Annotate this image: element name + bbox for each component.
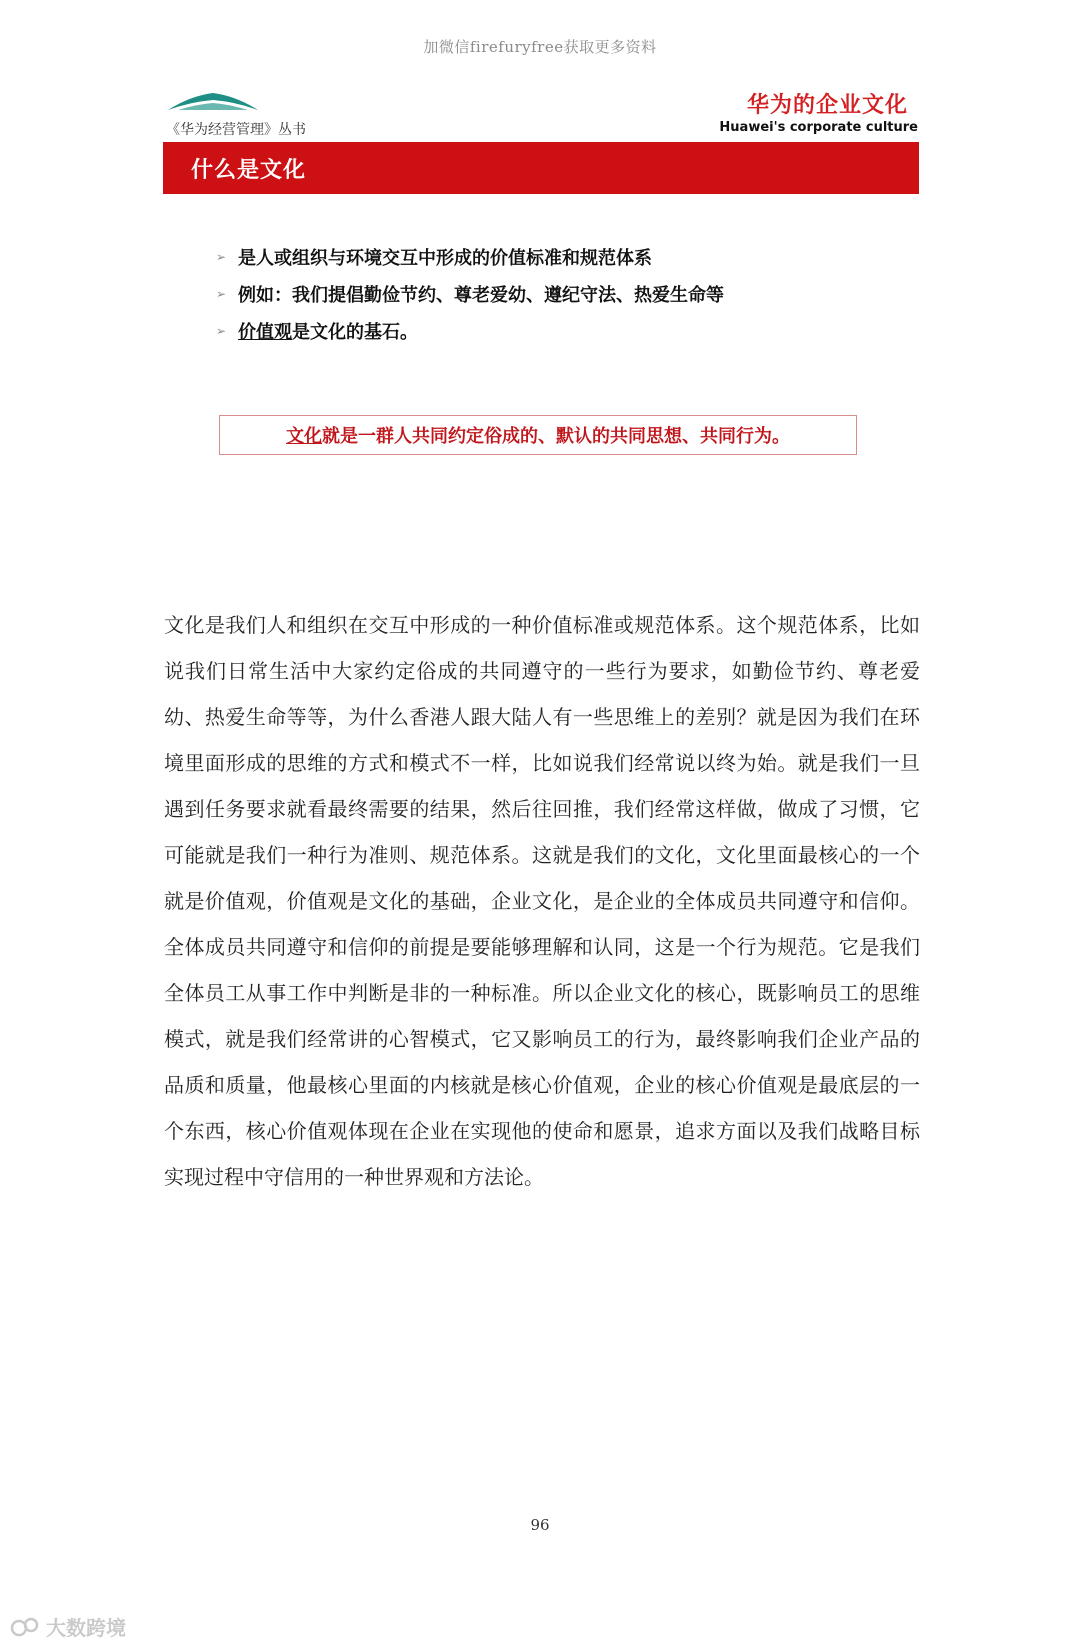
page-number: 96	[530, 1516, 550, 1534]
callout-text: 就是一群人共同约定俗成的、默认的共同思想、共同行为。	[322, 426, 790, 447]
chevron-right-icon: ➢	[216, 249, 227, 264]
bullet-list	[216, 238, 724, 349]
bullet-text: 例如：我们提倡勤俭节约、尊老爱幼、遵纪守法、热爱生命等	[238, 284, 724, 306]
watermark-text: 大数跨境	[46, 1616, 126, 1640]
section-header-bar	[163, 142, 919, 194]
bullet-underlined-term: 价值观	[238, 321, 292, 343]
top-note: 加微信firefuryfree获取更多资料	[423, 38, 657, 56]
bullet-item	[216, 275, 724, 312]
section-title: 什么是文化	[191, 158, 307, 183]
bullet-text: 是文化的基石。	[292, 321, 418, 343]
brand-subtitle: Huawei's corporate culture	[719, 120, 918, 135]
chevron-right-icon: ➢	[216, 323, 227, 338]
watermark	[10, 1612, 126, 1641]
definition-callout	[219, 415, 857, 455]
series-label: 《华为经营管理》丛书	[166, 122, 306, 138]
bullet-text: 是人或组织与环境交互中形成的价值标准和规范体系	[238, 247, 652, 269]
bullet-item	[216, 238, 724, 275]
bullet-item	[216, 312, 724, 349]
body-paragraph: 文化是我们人和组织在交互中形成的一种价值标准或规范体系。这个规范体系，比如说我们日常生活中大家约定俗成的共同遵守的一些行为要求，如勤俭节约、尊老爱幼、热爱生命等等，为什么香港人跟大陆人有一些思维上的差别？就是因为我们在环境里面形成的思维的方式和模式不一样，比如说我们经常说以终为始。就是我们一旦遇到任务要求就看最终需要的结果，然后往回推，我们经常这样做，做成了习惯，它可能就是我们一种行为准则、规范体系。这就是我们的文化，文化里面最核心的一个就是价值观，价值观是文化的基础，企业文化，是企业的全体成员共同遵守和信仰。全体成员共同遵守和信仰的前提是要能够理解和认同，这是一个行为规范。它是我们全体员工从事工作中判断是非的一种标准。所以企业文化的核心，既影响员工的思维模式，就是我们经常讲的心智模式，它又影响员工的行为，最终影响我们企业产品的品质和质量，他最核心里面的内核就是核心价值观，企业的核心价值观是最底层的一个东西，核心价值观体现在企业在实现他的使命和愿景，追求方面以及我们战略目标实现过程中守信用的一种世界观和方法论。	[164, 613, 920, 1189]
chevron-right-icon: ➢	[216, 286, 227, 301]
brand-title: 华为的企业文化	[746, 93, 908, 118]
logo-icon	[10, 1616, 40, 1638]
callout-term: 文化	[286, 426, 322, 447]
mountain-logo-icon	[168, 90, 258, 112]
